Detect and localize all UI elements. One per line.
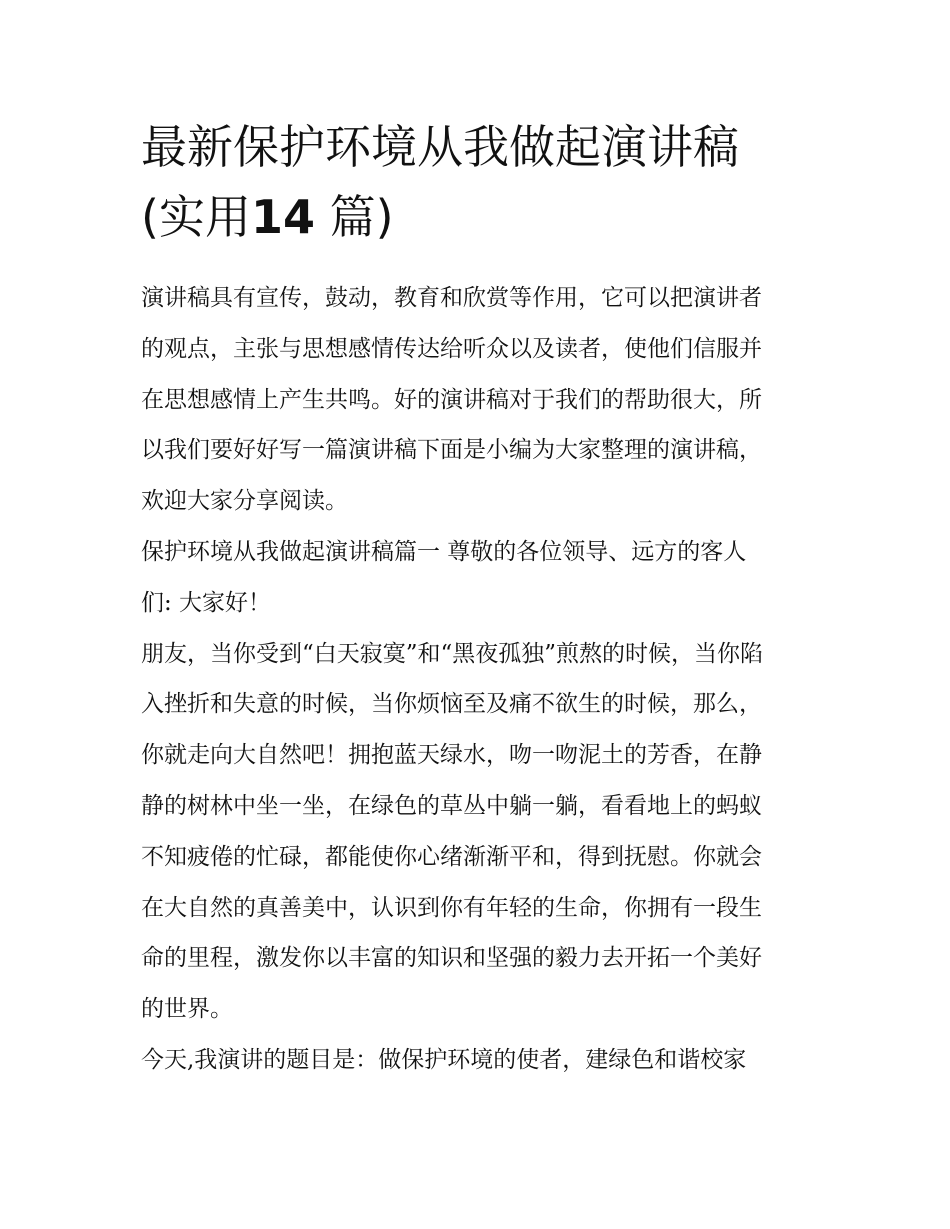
paragraph-greeting — [141, 527, 813, 629]
paragraph-nature — [141, 629, 813, 1035]
title-suffix: 篇) — [329, 190, 394, 244]
title-line-1: 最新保护环境从我做起演讲稿 — [141, 120, 739, 174]
text-line: 的世界。 — [141, 996, 233, 1023]
text-line: 朋友，当你受到“白天寂寞”和“黑夜孤独”煎熬的时候，当你陷 — [141, 640, 764, 667]
text-line: 在思想感情上产生共鸣。好的演讲稿对于我们的帮助很大，所 — [141, 386, 762, 413]
document-title — [141, 112, 813, 252]
title-line-2 — [141, 182, 813, 252]
document-content — [141, 112, 813, 1086]
text-line: 命的里程，激发你以丰富的知识和坚强的毅力去开拓一个美好 — [141, 945, 762, 972]
title-prefix: (实用 — [141, 190, 251, 244]
text-line: 在大自然的真善美中，认识到你有年轻的生命，你拥有一段生 — [141, 894, 762, 921]
text-line: 们: 大家好！ — [141, 589, 272, 616]
text-line: 不知疲倦的忙碌，都能使你心绪渐渐平和，得到抚慰。你就会 — [141, 843, 762, 870]
text-line: 静的树林中坐一坐，在绿色的草丛中躺一躺，看看地上的蚂蚁 — [141, 792, 762, 819]
text-line: 入挫折和失意的时候，当你烦恼至及痛不欲生的时候，那么， — [141, 691, 762, 718]
text-line: 的观点，主张与思想感情传达给听众以及读者，使他们信服并 — [141, 335, 762, 362]
document-body — [141, 273, 813, 1086]
text-line: 以我们要好好写一篇演讲稿下面是小编为大家整理的演讲稿， — [141, 437, 762, 464]
title-number: 14 — [250, 190, 315, 244]
paragraph-intro — [141, 273, 813, 527]
text-line: 你就走向大自然吧！拥抱蓝天绿水，吻一吻泥土的芳香，在静 — [141, 742, 762, 769]
text-line: 保护环境从我做起演讲稿篇一 尊敬的各位领导、远方的客人 — [141, 538, 747, 565]
text-line: 演讲稿具有宣传，鼓动，教育和欣赏等作用，它可以把演讲者 — [141, 285, 762, 311]
paragraph-topic — [141, 1035, 813, 1086]
text-line: 欢迎大家分享阅读。 — [141, 488, 348, 515]
text-line: 今天,我演讲的题目是：做保护环境的使者，建绿色和谐校家 — [141, 1046, 747, 1073]
